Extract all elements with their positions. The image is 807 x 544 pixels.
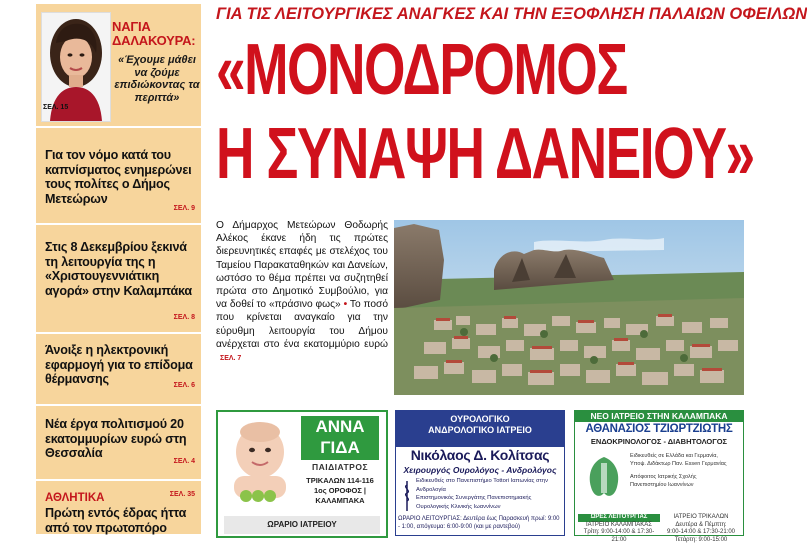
- address-line-2: 1ος ΟΡΟΦΟΣ | ΚΑΛΑΜΠΑΚΑ: [301, 486, 379, 506]
- sports-category: ΑΘΛΗΤΙΚΑ: [45, 492, 104, 504]
- divider: [36, 126, 201, 128]
- article-text-2: Το ποσό που κρίνεται αναγκαίο για την εύρυθμη λειτουργία του Δήμου ανέρχεται στο ένα εκατομμύριο ευρώ: [216, 299, 388, 350]
- office-hours-2: Τετάρτη: 9:00-15:00: [662, 537, 740, 544]
- profile-name: ΝΑΓΙΑ ΔΑΛΑΚΟΥΡΑ:: [112, 20, 200, 48]
- sports-page-ref: ΣΕΛ. 35: [170, 491, 195, 498]
- ad-endocrinologist[interactable]: [574, 410, 744, 536]
- story-text: Νέα έργα πολιτισμού 20 εκατομμυρίων ευρώ στη Θεσσαλία: [45, 417, 197, 461]
- doctor-address: [301, 476, 379, 506]
- credential-2: Υποψ. Διδάκτωρ Παν. Essen Γερμανίας: [630, 461, 740, 469]
- hours-box-trikala: [662, 514, 740, 544]
- doctor-name: Νικόλαος Δ. Κολίτσας: [396, 447, 564, 463]
- story-page-ref: ΣΕΛ. 6: [174, 382, 195, 389]
- divider: [36, 223, 201, 225]
- doctor-specialty: ΠΑΙΔΙΑΤΡΟΣ: [301, 462, 379, 472]
- sports-text: Πρώτη εντός έδρας ήττα από τον πρωτοπόρο: [45, 506, 197, 535]
- story-page-ref: ΣΕΛ. 9: [174, 205, 195, 212]
- story-text: Στις 8 Δεκεμβρίου ξεκινά τη λειτουργία της η «Χριστουγεννιάτικη αγορά» στην Καλαμπάκα: [45, 240, 197, 298]
- doctor-first-name: ΑΝΝΑ: [301, 416, 379, 437]
- medical-symbol-icon: [400, 479, 414, 513]
- profile-teaser[interactable]: [36, 4, 201, 122]
- address-line-1: ΤΡΙΚΑΛΩΝ 114-116: [301, 476, 379, 486]
- story-page-ref: ΣΕΛ. 4: [174, 458, 195, 465]
- doctor-last-name: ΓΙΔΑ: [301, 437, 379, 458]
- doctor-credentials: [630, 453, 740, 489]
- profile-page-ref: ΣΕΛ. 15: [43, 104, 68, 111]
- article-text-1: Ο Δήμαρχος Μετεώρων Θοδωρής Αλέκος έκανε ήδη τις πρώτες διερευνητικές επαφές με στελέχος του Ταμείου Παρακαταθηκών και Δανείων, ωστόσο το θέμα πρέπει να συζητηθεί πρώτα στο Δημοτικό Συμβούλιο, για να δοθεί το «πράσινο φως»: [216, 220, 388, 310]
- baby-photo: [222, 416, 298, 506]
- sidebar-story-3[interactable]: [45, 343, 197, 399]
- hours-box-kalambaka: [578, 514, 660, 544]
- doctor-credentials: [416, 477, 561, 511]
- credential-1: Ειδικευθείς σε Ελλάδα και Γερμανία,: [630, 453, 740, 461]
- credential-1: Ειδικευθείς στο Πανεπιστήμιο Tottori Ιαπωνίας στην Ανδρολογία: [416, 477, 561, 494]
- doctor-specialty: ΕΝΔΟΚΡΙΝΟΛΟΓΟΣ - ΔΙΑΒΗΤΟΛΟΓΟΣ: [575, 437, 743, 446]
- hours-tag: ΩΡΕΣ ΛΕΙΤΟΥΡΓΙΑΣ: [578, 514, 660, 522]
- doctor-name-box: [301, 416, 379, 460]
- sidebar-story-2[interactable]: [45, 240, 197, 330]
- credential-3: Απόφοιτος Ιατρικής Σχολής: [630, 474, 740, 482]
- office-hours: Τρίτη: 9:00-14:00 & 17:30-21:00: [578, 529, 660, 544]
- article-page-ref: ΣΕΛ. 7: [220, 355, 241, 362]
- sidebar-story-4[interactable]: [45, 417, 197, 477]
- office-hours-label: ΩΡΑΡΙΟ ΙΑΤΡΕΙΟΥ: [224, 516, 380, 534]
- office-hours: 9:00-14:00 & 17:30-21:00: [662, 529, 740, 537]
- sidebar: [36, 4, 201, 534]
- credential-2: Επιστημονικός Συνεργάτης Πανεπιστημιακής Ουρολογικής Κλινικής Ιωαννίνων: [416, 494, 561, 511]
- story-text: Άνοιξε η ηλεκτρονική εφαρμογή για το επίδομα θέρμανσης: [45, 343, 197, 387]
- divider: [36, 332, 201, 334]
- doctor-specialty: Χειρουργός Ουρολόγος - Ανδρολόγος: [396, 465, 564, 475]
- headline-line-1: «ΜΟΝΟΔΡΟΜΟΣ: [216, 30, 627, 110]
- supra-headline: ΓΙΑ ΤΙΣ ΛΕΙΤΟΥΡΓΙΚΕΣ ΑΝΑΓΚΕΣ ΚΑΙ ΤΗΝ ΕΞΟΦΛΗΣΗ ΠΑΛΑΙΩΝ ΟΦΕΙΛΩΝ: [216, 5, 784, 24]
- ad-header: ΝΕΟ ΙΑΤΡΕΙΟ ΣΤΗΝ ΚΑΛΑΜΠΑΚΑ: [575, 411, 743, 422]
- credential-4: Πανεπιστημίου Ιωαννίνων: [630, 482, 740, 490]
- profile-quote: «Έχουμε μάθει να ζούμε επιδιώκοντας τα περιττά»: [114, 54, 200, 104]
- office-hours: ΩΡΑΡΙΟ ΛΕΙΤΟΥΡΓΙΑΣ: Δευτέρα έως Παρασκευή πρωί: 9:00 - 1:00, απόγευμα: 6:00-9:00 (και με ραντεβού): [398, 515, 562, 531]
- meteora-town-photo: [394, 220, 744, 395]
- thyroid-logo-icon: [583, 453, 625, 505]
- sidebar-story-1[interactable]: [45, 148, 197, 218]
- story-page-ref: ΣΕΛ. 8: [174, 314, 195, 321]
- headline-line-2: Η ΣΥΝΑΨΗ ΔΑΝΕΙΟΥ»: [216, 114, 754, 194]
- article-body: [216, 219, 388, 365]
- office-days: Δευτέρα & Πέμπτη:: [662, 522, 740, 530]
- divider: [36, 404, 201, 406]
- header-line-1: ΟΥΡΟΛΟΓΙΚΟ: [396, 414, 564, 425]
- sidebar-sports-story[interactable]: [45, 488, 197, 538]
- office-location: ΙΑΤΡΕΙΟ ΚΑΛΑΜΠΑΚΑΣ: [578, 522, 660, 530]
- ad-pediatrician[interactable]: [216, 410, 388, 538]
- ad-header: [396, 411, 564, 447]
- bullet-icon: •: [344, 299, 348, 310]
- divider: [36, 479, 201, 481]
- header-line-2: ΑΝΔΡΟΛΟΓΙΚΟ ΙΑΤΡΕΙΟ: [396, 425, 564, 436]
- ad-urologist[interactable]: [395, 410, 565, 536]
- office-location: ΙΑΤΡΕΙΟ ΤΡΙΚΑΛΩΝ: [662, 514, 740, 522]
- doctor-name: ΑΘΑΝΑΣΙΟΣ ΤΖΙΩΡΤΖΙΩΤΗΣ: [575, 423, 743, 435]
- story-text: Για τον νόμο κατά του καπνίσματος ενημερώνει τους πολίτες ο Δήμος Μετεώρων: [45, 148, 197, 206]
